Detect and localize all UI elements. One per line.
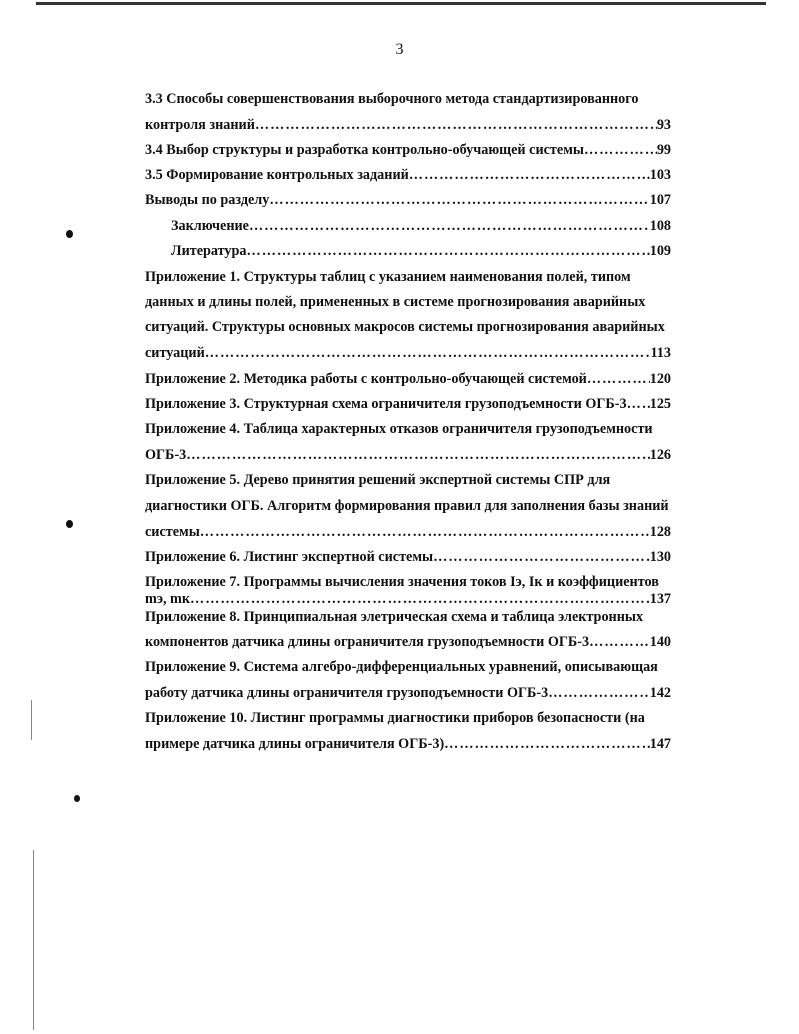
toc-entry-label: Приложение 3. Структурная схема ограничителя грузоподъемности ОГБ-3 bbox=[145, 396, 627, 412]
dot-leader bbox=[548, 684, 650, 702]
toc-appendix-5 bbox=[145, 523, 671, 541]
toc-entry-conclusion bbox=[171, 217, 671, 235]
toc-page-number: 130 bbox=[649, 549, 671, 565]
toc-page-number: 109 bbox=[649, 243, 671, 259]
toc-page-number: 113 bbox=[650, 345, 671, 361]
toc-page-number: 147 bbox=[649, 736, 671, 752]
toc-page-number: 125 bbox=[649, 396, 671, 412]
dot-leader bbox=[269, 191, 649, 209]
toc-page-number: 142 bbox=[649, 685, 671, 701]
dot-leader bbox=[627, 395, 650, 413]
toc-appendix-4-line1: Приложение 4. Таблица характерных отказов ограничителя грузоподъемности bbox=[145, 421, 653, 437]
toc-entry-label: Литература bbox=[171, 243, 247, 259]
toc-page-number: 99 bbox=[656, 142, 671, 158]
dot-leader bbox=[433, 548, 650, 566]
toc-appendix-5-line2: диагностики ОГБ. Алгоритм формирования правил для заполнения базы знаний bbox=[145, 498, 669, 514]
toc-page-number: 107 bbox=[649, 192, 671, 208]
toc-appendix-4 bbox=[145, 446, 671, 464]
toc-appendix-7-line1: Приложение 7. Программы вычисления значения токов Iэ, Iк и коэффициентов bbox=[145, 574, 659, 590]
dot-leader bbox=[205, 344, 651, 362]
toc-page-number: 140 bbox=[649, 634, 671, 650]
toc-page-number: 103 bbox=[649, 167, 671, 183]
toc-appendix-3 bbox=[145, 395, 671, 413]
toc-entry-label: Приложение 6. Листинг экспертной системы bbox=[145, 549, 434, 565]
dot-leader bbox=[587, 370, 650, 388]
toc-entry-label: ситуаций bbox=[145, 345, 205, 361]
toc-appendix-1-line3: ситуаций. Структуры основных макросов системы прогнозирования аварийных bbox=[145, 319, 665, 335]
toc-appendix-8-line1: Приложение 8. Принципиальная элетрическая схема и таблица электронных bbox=[145, 609, 644, 625]
toc-appendix-2 bbox=[145, 370, 671, 388]
toc-appendix-9 bbox=[145, 684, 671, 702]
dot-leader bbox=[255, 116, 657, 134]
toc-appendix-1-line1: Приложение 1. Структуры таблиц с указанием наименования полей, типом bbox=[145, 269, 631, 285]
toc-entry-conclusions bbox=[145, 191, 671, 209]
toc-appendix-6 bbox=[145, 548, 671, 566]
toc-entry-label: Заключение bbox=[171, 218, 249, 234]
toc-entry-label: контроля знаний bbox=[145, 117, 255, 133]
toc-entry-label: работу датчика длины ограничителя грузоподъемности ОГБ-3 bbox=[145, 685, 549, 701]
toc-appendix-10 bbox=[145, 735, 671, 753]
dot-leader bbox=[186, 446, 649, 464]
toc-entry-literature bbox=[171, 242, 671, 260]
dot-leader bbox=[589, 633, 650, 651]
toc-appendix-7 bbox=[145, 590, 671, 608]
dot-leader bbox=[409, 166, 650, 184]
dot-leader bbox=[190, 590, 650, 608]
toc-entry-label: примере датчика длины ограничителя ОГБ-3) bbox=[145, 736, 445, 752]
toc-entry-label: mэ, mк bbox=[145, 591, 191, 607]
toc-page-number: 126 bbox=[649, 447, 671, 463]
toc-entry-3-3-line1: 3.3 Способы совершенствования выборочного метода стандартизированного bbox=[145, 91, 639, 107]
toc-appendix-1 bbox=[145, 344, 671, 362]
toc-entry-label: 3.5 Формирование контрольных заданий bbox=[145, 167, 409, 183]
toc-page-number: 120 bbox=[649, 371, 671, 387]
toc-appendix-1-line2: данных и длины полей, примененных в системе прогнозирования аварийных bbox=[145, 294, 646, 310]
page-number: 3 bbox=[395, 41, 404, 58]
toc-entry-label: Приложение 2. Методика работы с контрольно-обучающей системой bbox=[145, 371, 587, 387]
toc-entry-label: компонентов датчика длины ограничителя грузоподъемности ОГБ-3 bbox=[145, 634, 590, 650]
toc-page-number: 137 bbox=[649, 591, 671, 607]
toc-entry-3-4 bbox=[145, 141, 671, 159]
toc-appendix-9-line1: Приложение 9. Система алгебро-дифференциальных уравнений, описывающая bbox=[145, 659, 658, 675]
dot-leader bbox=[444, 735, 650, 753]
toc-entry-3-3 bbox=[145, 116, 671, 134]
toc-appendix-5-line1: Приложение 5. Дерево принятия решений экспертной системы СПР для bbox=[145, 472, 611, 488]
dot-leader bbox=[584, 141, 657, 159]
toc-entry-label: Выводы по разделу bbox=[145, 192, 270, 208]
toc-page-number: 128 bbox=[649, 524, 671, 540]
dot-leader bbox=[249, 217, 650, 235]
toc-page-number: 108 bbox=[649, 218, 671, 234]
dot-leader bbox=[200, 523, 650, 541]
toc-page-number: 93 bbox=[656, 117, 671, 133]
toc-entry-label: системы bbox=[145, 524, 200, 540]
toc-appendix-10-line1: Приложение 10. Листинг программы диагностики приборов безопасности (на bbox=[145, 710, 645, 726]
toc-entry-3-5 bbox=[145, 166, 671, 184]
dot-leader bbox=[247, 242, 650, 260]
toc-entry-label: 3.4 Выбор структуры и разработка контрольно-обучающей системы bbox=[145, 142, 584, 158]
toc-appendix-8 bbox=[145, 633, 671, 651]
toc-entry-label: ОГБ-3 bbox=[145, 447, 187, 463]
